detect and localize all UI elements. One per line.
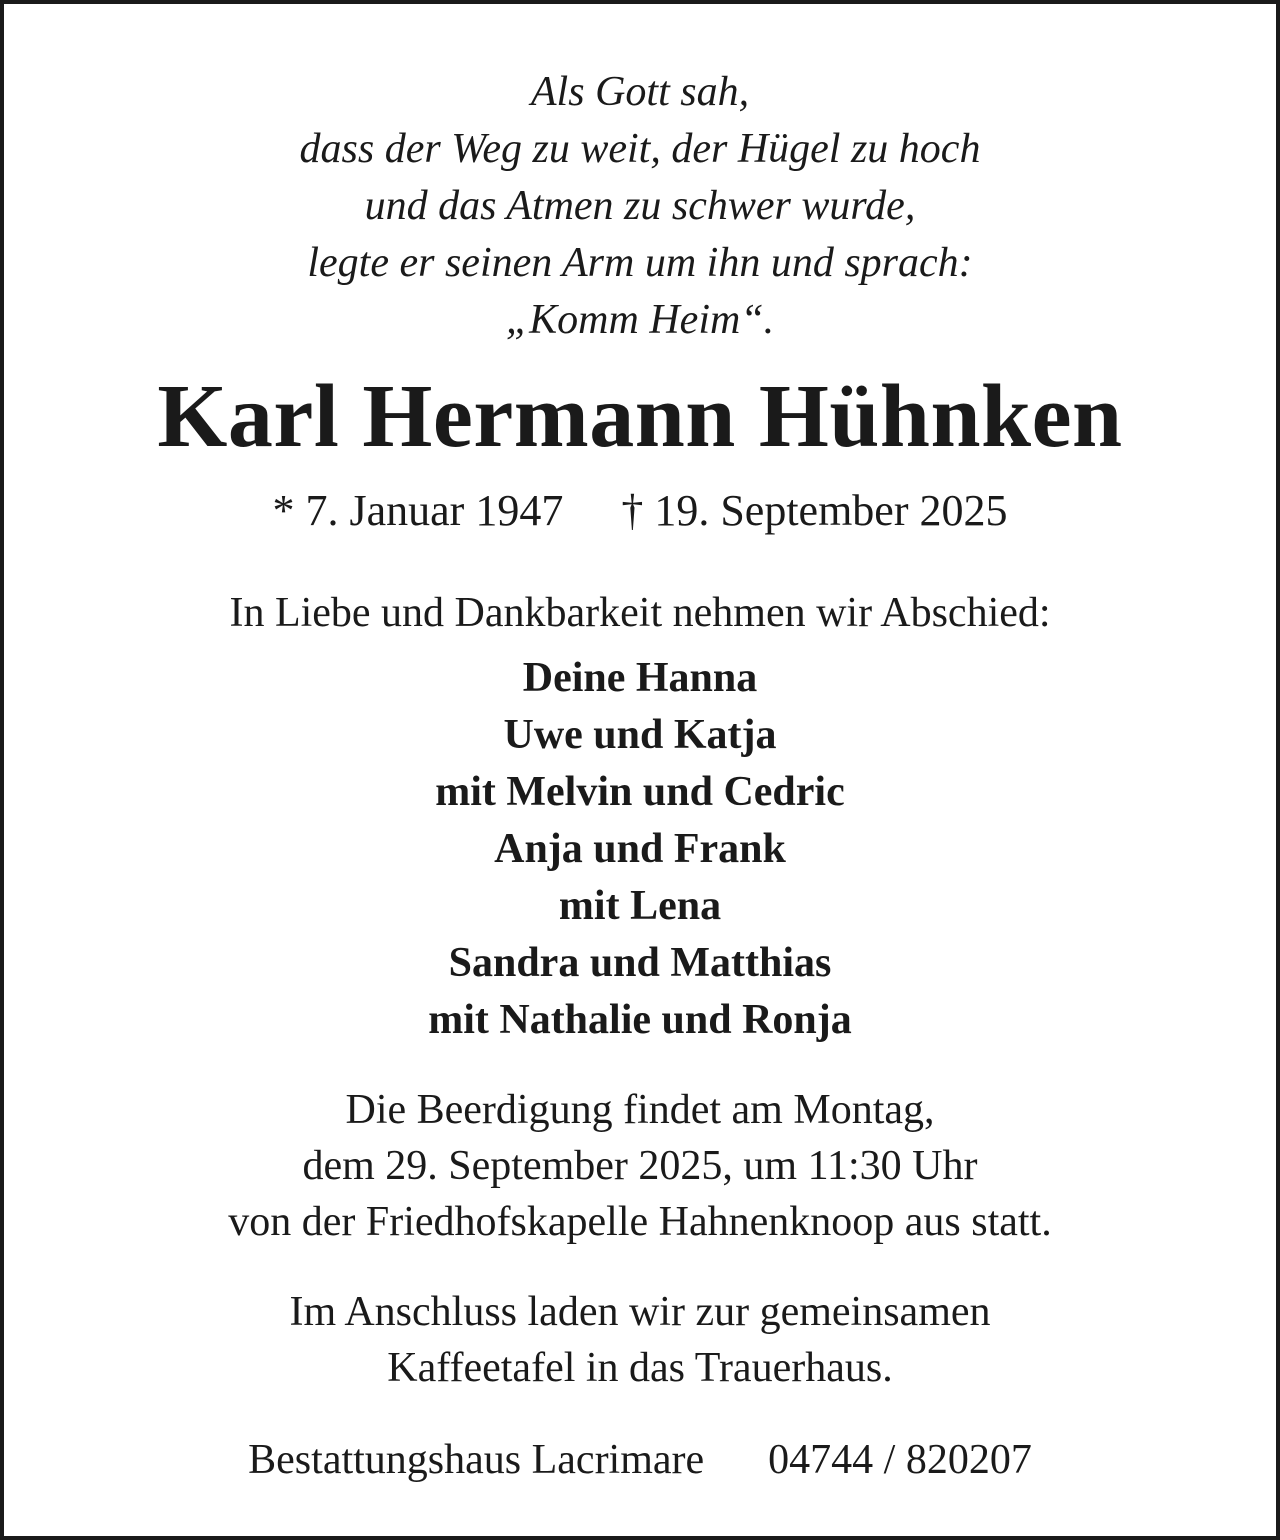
- birth-date: * 7. Januar 1947: [272, 486, 564, 535]
- mourner-line: Deine Hanna: [522, 655, 758, 701]
- coffee-notice: [4, 1284, 1276, 1396]
- mourner-line: mit Lena: [558, 883, 722, 929]
- undertaker-footer: [4, 1432, 1276, 1488]
- mourner-line: Sandra und Matthias: [448, 940, 832, 986]
- mourners-list: [4, 650, 1276, 1049]
- undertaker-name: Bestattungshaus Lacrimare: [248, 1437, 705, 1483]
- coffee-line: Im Anschluss laden wir zur gemeinsamen: [289, 1289, 991, 1335]
- mourner-line: mit Nathalie und Ronja: [428, 997, 852, 1043]
- poem-line: dass der Weg zu weit, der Hügel zu hoch: [299, 126, 981, 172]
- life-dates: [4, 484, 1276, 538]
- death-date: † 19. September 2025: [621, 486, 1008, 535]
- poem: [4, 64, 1276, 349]
- mourner-line: Uwe und Katja: [503, 712, 777, 758]
- poem-line: „Komm Heim“.: [505, 297, 775, 343]
- poem-line: Als Gott sah,: [530, 69, 750, 115]
- funeral-line: Die Beerdigung findet am Montag,: [345, 1087, 935, 1133]
- funeral-line: dem 29. September 2025, um 11:30 Uhr: [302, 1143, 978, 1189]
- farewell-intro: In Liebe und Dankbarkeit nehmen wir Abschied:: [229, 590, 1051, 636]
- poem-line: legte er seinen Arm um ihn und sprach:: [307, 240, 973, 286]
- deceased-name: Karl Hermann Hühnken: [157, 367, 1123, 466]
- funeral-line: von der Friedhofskapelle Hahnenknoop aus statt.: [228, 1199, 1052, 1245]
- poem-line: und das Atmen zu schwer wurde,: [364, 183, 916, 229]
- funeral-notice: [4, 1082, 1276, 1250]
- undertaker-phone: 04744 / 820207: [768, 1437, 1032, 1483]
- coffee-line: Kaffeetafel in das Trauerhaus.: [387, 1345, 893, 1391]
- mourner-line: mit Melvin und Cedric: [435, 769, 845, 815]
- mourner-line: Anja und Frank: [494, 826, 786, 872]
